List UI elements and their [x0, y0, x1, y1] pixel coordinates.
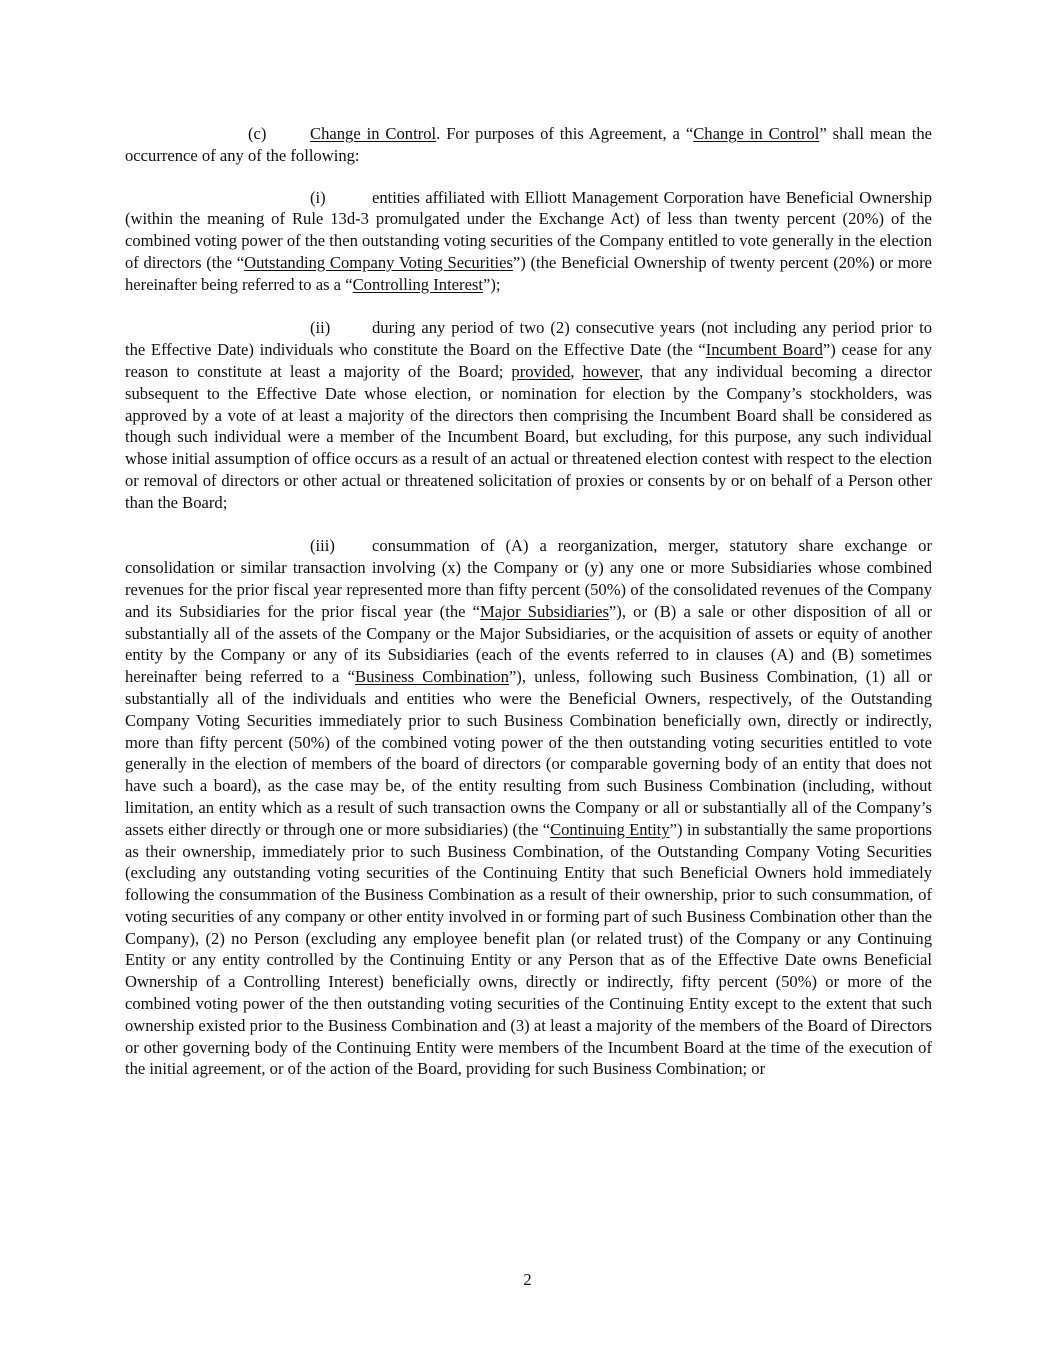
section-number: (c)	[248, 124, 267, 143]
clause-number: (i)	[310, 187, 326, 207]
clause-number: (ii)	[310, 318, 331, 338]
clause-number: (iii)	[310, 536, 335, 556]
clause-ii: (ii) during any period of two (2) consecutive years (not including any period prior to the Effective Date) individuals who constitute the Board on the Effective Date (the “Incumbent Board”) cease for any reason to constitute at least a majority of the Board; provided, however, that any individual becoming a director subsequent to the Effective Date whose election, or nomination for election by the Company’s stockholders, was approved by a vote of at least a majority of the directors then comprising the Incumbent Board shall be considered as though such individual were a member of the Incumbent Board, but excluding, for this purpose, any such individual whose initial assumption of office occurs as a result of an actual or threatened election contest with respect to the election or removal of directors or other actual or threatened solicitation of proxies or consents by or on behalf of a Person other than the Board;	[125, 318, 933, 512]
defined-term: Continuing Entity	[550, 819, 670, 839]
defined-term: Business Combination	[355, 667, 509, 687]
emphasis-term: provided	[511, 361, 571, 381]
defined-term: Incumbent Board	[705, 340, 823, 360]
emphasis-term: however	[582, 361, 640, 381]
clause-i: (i) entities affiliated with Elliott Management Corporation have Beneficial Ownership (within the meaning of Rule 13d-3 promulgated under the Exchange Act) of less than twenty percent (20%) of the combined voting power of the then outstanding voting securities of the Company entitled to vote generally in the election of directors (the “Outstanding Company Voting Securities”) (the Beneficial Ownership of twenty percent (20%) or more hereinafter being referred to as a “Controlling Interest”);	[125, 187, 932, 294]
defined-term: Change in Control	[693, 124, 820, 143]
defined-term: Outstanding Company Voting Securities	[244, 252, 513, 272]
section-c-change-in-control: (c) Change in Control. For purposes of this Agreement, a “Change in Control” shall mean the occurrence of any of the following:	[125, 124, 932, 165]
section-heading: Change in Control	[310, 124, 437, 143]
clause-iii: (iii) consummation of (A) a reorganization, merger, statutory share exchange or consolidation or similar transaction involving (x) the Company or (y) any one or more Subsidiaries whose combined revenues for the prior fiscal year represented more than fifty percent (50%) of the consolidated revenues of the Company and its Subsidiaries for the prior fiscal year (the “Major Subsidiaries”), or (B) a sale or other disposition of all or substantially all of the assets of the Company or the Major Subsidiaries, or the acquisition of assets or equity of another entity by the Company or any of its Subsidiaries (each of the events referred to in clauses (A) and (B) sometimes hereinafter being referred to a “Business Combination”), unless, following such Business Combination, (1) all or substantially all of the individuals and entities who were the Beneficial Owners, respectively, of the Outstanding Company Voting Securities immediately prior to such Business Combination beneficially own, directly or indirectly, more than fifty percent (50%) of the combined voting power of the then outstanding voting securities entitled to vote generally in the election of members of the board of directors (or comparable governing body of an entity that does not have such a board), as the case may be, of the entity resulting from such Business Combination (including, without limitation, an entity which as a result of such transaction owns the Company or all or substantially all of the Company’s assets either directly or through one or more subsidiaries) (the “Continuing Entity”) in substantially the same proportions as their ownership, immediately prior to such Business Combination, of the Outstanding Company Voting Securities (excluding any outstanding voting securities of the Continuing Entity that such Beneficial Owners hold immediately following the consummation of the Business Combination as a result of their ownership, prior to such consummation, of voting securities of any company or other entity involved in or forming part of such Business Combination other than the Company), (2) no Person (excluding any employee benefit plan (or related trust) of the Company or any Continuing Entity or any entity controlled by the Continuing Entity or any Person that as of the Effective Date owns Beneficial Ownership of a Controlling Interest) beneficially owns, directly or indirectly, fifty percent (50%) or more of the combined voting power of the then outstanding voting securities of the Continuing Entity except to the extent that such ownership existed prior to the Business Combination and (3) at least a majority of the members of the Board of Directors or other governing body of the Continuing Entity were members of the Incumbent Board at the time of the execution of the initial agreement, or of the action of the Board, providing for such Business Combination; or	[125, 536, 933, 1079]
defined-term: Major Subsidiaries	[480, 601, 609, 621]
document-page	[125, 123, 932, 1102]
defined-term: Controlling Interest	[352, 274, 484, 294]
page-number: 2	[523, 1270, 532, 1289]
